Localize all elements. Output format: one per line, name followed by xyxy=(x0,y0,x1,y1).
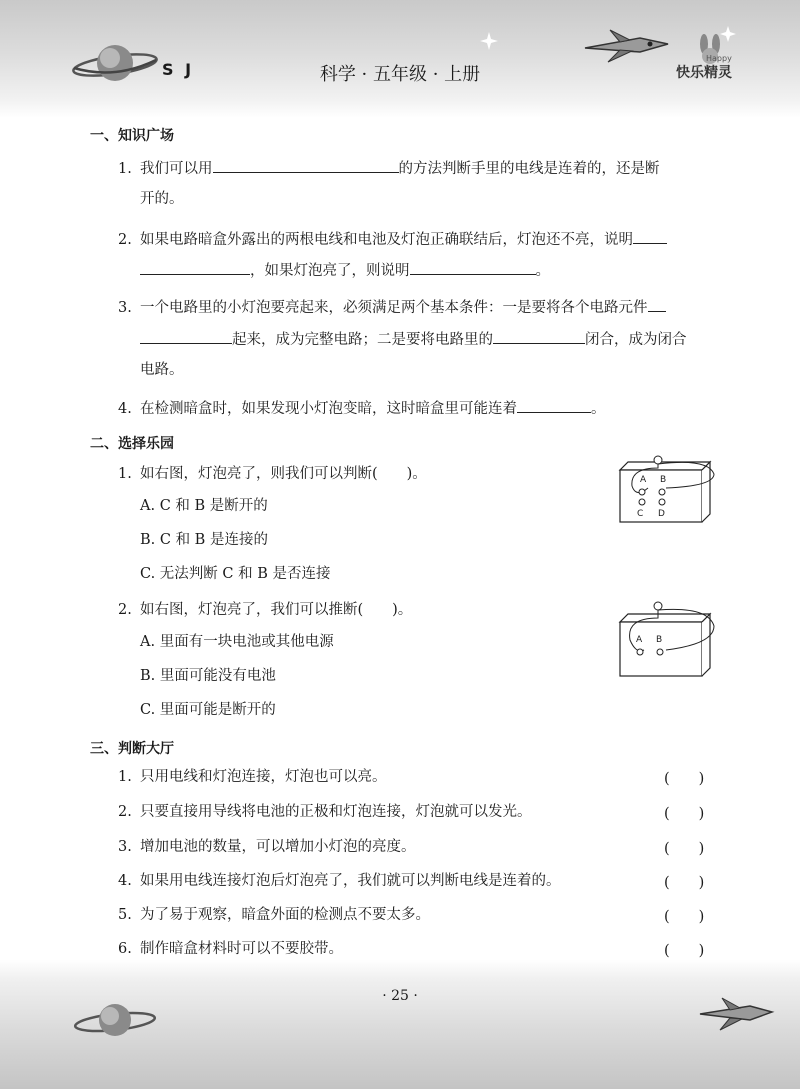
answer-parentheses[interactable]: ( ) xyxy=(664,806,705,822)
answer-blank[interactable] xyxy=(493,328,585,344)
question-number: 3. xyxy=(118,300,132,316)
space-shuttle-icon xyxy=(696,994,776,1034)
answer-parentheses[interactable]: ( ) xyxy=(664,943,705,959)
question-text: 我们可以用 xyxy=(140,161,213,177)
question-2-1 xyxy=(118,464,427,484)
terminal-label: B xyxy=(660,475,667,485)
question-text: 闭合，成为闭合 xyxy=(585,332,687,348)
terminal-label: B xyxy=(656,635,663,645)
question-1-1 xyxy=(118,157,660,179)
question-number: 1. xyxy=(118,466,132,482)
question-1-2-cont: ，如果灯泡亮了，则说明 。 xyxy=(140,259,550,281)
question-number: 2. xyxy=(118,232,132,248)
section-title: 一、知识广场 xyxy=(90,128,174,144)
question-1-4: 4. 在检测暗盒时，如果发现小灯泡变暗，这时暗盒里可能连着 。 xyxy=(118,397,606,419)
question-1-3 xyxy=(118,296,666,318)
page-header-title: 科学 · 五年级 · 上册 xyxy=(319,64,481,85)
option-a[interactable]: A. 里面有一块电池或其他电源 xyxy=(140,634,334,650)
option-c[interactable]: C. 无法判断 C 和 B 是否连接 xyxy=(140,566,331,582)
terminal-label: A xyxy=(640,475,647,485)
planet-icon xyxy=(70,998,160,1044)
question-text: 如右图，灯泡亮了，则我们可以判断( )。 xyxy=(140,466,427,482)
option-c[interactable]: C. 里面可能是断开的 xyxy=(140,702,276,718)
answer-blank[interactable] xyxy=(648,296,666,312)
brand-logo: 快乐精灵 xyxy=(676,65,732,81)
question-text: 在检测暗盒时，如果发现小灯泡变暗，这时暗盒里可能连着 xyxy=(140,401,517,417)
judgment-item: 6. 制作暗盒材料时可以不要胶带。 xyxy=(118,941,343,957)
question-1-2 xyxy=(118,228,667,250)
answer-blank[interactable] xyxy=(140,328,232,344)
statement-text: 为了易于观察，暗盒外面的检测点不要太多。 xyxy=(140,907,430,923)
page-number: · 25 · xyxy=(382,988,418,1004)
question-text: 如右图，灯泡亮了，我们可以推断( )。 xyxy=(140,602,413,618)
edition-code: S J xyxy=(162,60,195,79)
statement-text: 如果用电线连接灯泡后灯泡亮了，我们就可以判断电线是连着的。 xyxy=(140,873,561,889)
statement-text: 增加电池的数量，可以增加小灯泡的亮度。 xyxy=(140,839,416,855)
question-1-3-cont xyxy=(140,328,687,350)
question-1-3-cont2: 电路。 xyxy=(140,362,184,378)
brand-logo-en: Happy xyxy=(706,54,732,63)
answer-parentheses[interactable]: ( ) xyxy=(664,909,705,925)
question-1-1-cont: 开的。 xyxy=(140,191,184,207)
terminal-label: D xyxy=(658,509,665,519)
question-text: 起来，成为完整电路；二是要将电路里的 xyxy=(232,332,493,348)
star-icon xyxy=(480,32,498,50)
terminal-label: A xyxy=(636,635,643,645)
question-number: 2. xyxy=(118,602,132,618)
answer-parentheses[interactable]: ( ) xyxy=(664,875,705,891)
answer-blank[interactable] xyxy=(213,157,399,173)
judgment-item: 4. 如果用电线连接灯泡后灯泡亮了，我们就可以判断电线是连着的。 xyxy=(118,873,561,889)
question-number: 1. xyxy=(118,161,132,177)
terminal-label: C xyxy=(637,509,644,519)
option-b[interactable]: B. 里面可能没有电池 xyxy=(140,668,276,684)
judgment-item: 1. 只用电线和灯泡连接，灯泡也可以亮。 xyxy=(118,769,387,785)
judgment-item: 5. 为了易于观察，暗盒外面的检测点不要太多。 xyxy=(118,907,430,923)
option-a[interactable]: A. C 和 B 是断开的 xyxy=(140,498,268,514)
statement-text: 只用电线和灯泡连接，灯泡也可以亮。 xyxy=(140,769,387,785)
judgment-item: 3. 增加电池的数量，可以增加小灯泡的亮度。 xyxy=(118,839,416,855)
question-2-2 xyxy=(118,600,412,620)
section-title: 三、判断大厅 xyxy=(90,741,174,757)
question-text: 如果电路暗盒外露出的两根电线和电池及灯泡正确联结后，灯泡还不亮，说明 xyxy=(140,232,633,248)
question-text: 的方法判断手里的电线是连着的，还是断 xyxy=(398,161,660,177)
option-b[interactable]: B. C 和 B 是连接的 xyxy=(140,532,268,548)
section-title: 二、选择乐园 xyxy=(90,436,174,452)
judgment-item: 2. 只要直接用导线将电池的正极和灯泡连接，灯泡就可以发光。 xyxy=(118,804,532,820)
answer-blank[interactable] xyxy=(140,259,250,275)
statement-text: 只要直接用导线将电池的正极和灯泡连接，灯泡就可以发光。 xyxy=(140,804,532,820)
question-text: ，如果灯泡亮了，则说明 xyxy=(250,263,410,279)
answer-parentheses[interactable]: ( ) xyxy=(664,771,705,787)
statement-text: 制作暗盒材料时可以不要胶带。 xyxy=(140,941,343,957)
answer-blank[interactable] xyxy=(633,228,667,244)
circuit-box-figure-1 xyxy=(610,452,720,524)
answer-parentheses[interactable]: ( ) xyxy=(664,841,705,857)
answer-blank[interactable] xyxy=(410,259,536,275)
circuit-box-figure-2 xyxy=(610,598,720,680)
question-number: 4. xyxy=(118,401,132,417)
answer-blank[interactable] xyxy=(517,397,591,413)
question-text: 一个电路里的小灯泡要亮起来，必须满足两个基本条件：一是要将各个电路元件 xyxy=(140,300,648,316)
